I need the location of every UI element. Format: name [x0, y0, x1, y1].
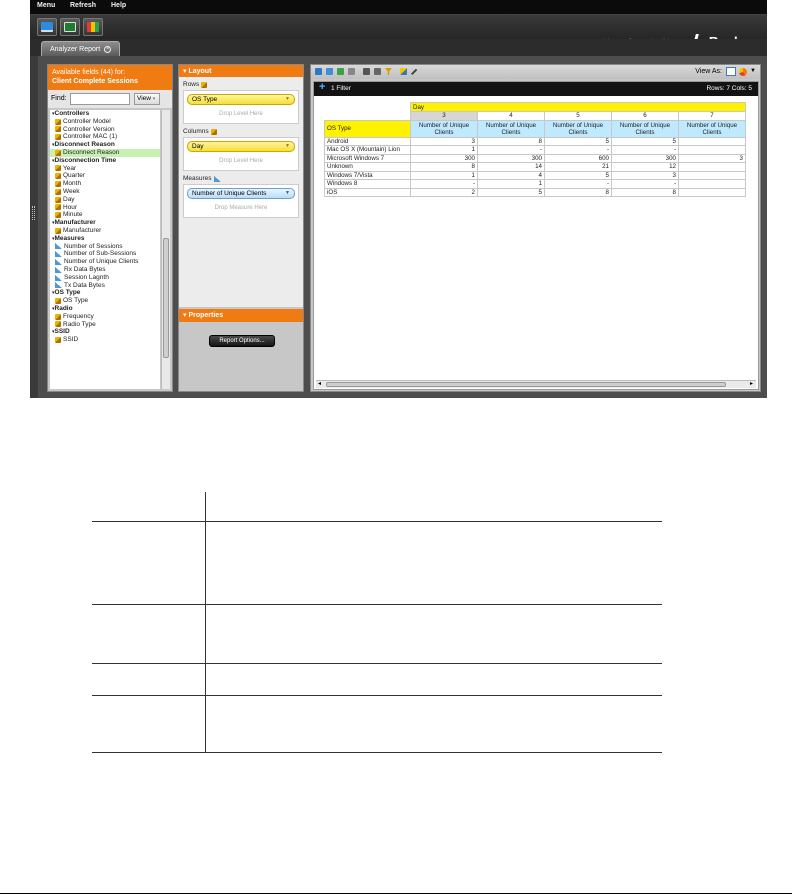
- field-item[interactable]: [50, 297, 160, 305]
- measures-section-label: [179, 171, 303, 184]
- column-divider: [205, 522, 206, 604]
- scrollbar-thumb[interactable]: [163, 238, 169, 358]
- day-column-header[interactable]: 6: [612, 112, 679, 121]
- filter-count[interactable]: 1 Filter: [331, 85, 351, 92]
- field-label: Manufacturer: [63, 226, 102, 234]
- field-label: Frequency: [63, 312, 94, 320]
- column-divider: [205, 605, 206, 663]
- chevron-down-icon[interactable]: ▼: [285, 190, 290, 196]
- rows-section-label: [179, 77, 303, 90]
- field-label: Radio: [54, 304, 73, 312]
- field-label: Tx Data Bytes: [64, 281, 105, 289]
- doc-table-row: [92, 522, 662, 605]
- dimension-icon: [55, 126, 61, 132]
- measure-icon: [55, 267, 62, 273]
- row-label-cell[interactable]: Android: [325, 137, 411, 146]
- redo-icon[interactable]: [348, 68, 355, 75]
- measure-column-header[interactable]: Number of Unique Clients: [478, 120, 545, 137]
- field-category[interactable]: [50, 219, 160, 227]
- field-label: Disconnect Reason: [63, 148, 120, 156]
- filter-bar[interactable]: [314, 82, 758, 96]
- menu-bar: [30, 0, 767, 14]
- field-tree: [50, 110, 160, 389]
- value-cell: -: [411, 180, 478, 189]
- day-column-header[interactable]: 5: [545, 112, 612, 121]
- layout-body: [179, 77, 303, 307]
- measure-icon: [55, 259, 62, 265]
- fields-source-label: Client Complete Sessions: [52, 78, 138, 85]
- field-label: Number of Sub-Sessions: [64, 250, 137, 258]
- measures-drop-hint: Drop Measure Here: [214, 205, 268, 211]
- pill-label: Number of Unique Clients: [192, 190, 267, 197]
- value-cell: -: [478, 146, 545, 155]
- column-divider: [205, 664, 206, 695]
- value-cell: 300: [411, 154, 478, 163]
- row-label-cell[interactable]: Unknown: [325, 163, 411, 172]
- field-item[interactable]: [50, 180, 160, 188]
- field-item[interactable]: [50, 250, 160, 258]
- columns-drop-zone[interactable]: [183, 137, 299, 171]
- dimension-icon: [55, 314, 61, 320]
- field-label: Radio Type: [63, 320, 96, 328]
- column-divider: [205, 696, 206, 752]
- value-cell: [679, 171, 746, 180]
- find-input[interactable]: [70, 93, 130, 105]
- field-item[interactable]: [50, 274, 160, 282]
- columns-pill-day[interactable]: [187, 141, 295, 152]
- dimension-icon: [55, 321, 61, 327]
- chart-view-icon[interactable]: [739, 68, 747, 76]
- row-dimension-header[interactable]: OS Type: [325, 120, 411, 137]
- properties-header-label: Properties: [188, 312, 224, 319]
- field-label: Session Lagnth: [64, 273, 109, 281]
- rows-drop-hint: Drop Level Here: [219, 111, 263, 117]
- field-label: Month: [63, 180, 82, 188]
- field-label: Minute: [63, 211, 83, 219]
- field-item[interactable]: [50, 196, 160, 204]
- dimension-icon: [201, 82, 207, 88]
- field-label: Hour: [63, 203, 78, 211]
- doc-table-header-row: [92, 492, 662, 522]
- save-icon[interactable]: [315, 68, 322, 75]
- measure-icon: [55, 251, 62, 257]
- chevron-down-icon: ▾: [152, 96, 156, 102]
- value-cell: 1: [478, 180, 545, 189]
- menu-item-menu[interactable]: Menu: [37, 2, 56, 9]
- dimension-icon: [55, 298, 61, 304]
- main-toolbar: [30, 14, 767, 39]
- day-column-header[interactable]: 4: [478, 112, 545, 121]
- row-label-cell[interactable]: iOS: [325, 188, 411, 197]
- value-cell: -: [545, 146, 612, 155]
- field-item[interactable]: [50, 321, 160, 329]
- filter-icon[interactable]: [385, 68, 392, 75]
- find-row: [48, 90, 172, 108]
- view-dropdown[interactable]: [134, 93, 160, 105]
- value-cell: 8: [612, 188, 679, 197]
- measure-column-header[interactable]: Number of Unique Clients: [679, 120, 746, 137]
- left-splitter[interactable]: [30, 56, 38, 398]
- layout-panel: [178, 64, 304, 392]
- value-cell: 3: [411, 137, 478, 146]
- dimension-icon: [55, 150, 61, 156]
- field-item[interactable]: [50, 313, 160, 321]
- field-label: Measures: [54, 234, 85, 242]
- value-cell: 4: [478, 171, 545, 180]
- dimension-icon: [55, 212, 61, 218]
- table-row: [325, 180, 746, 189]
- pill-label: OS Type: [192, 96, 218, 103]
- value-cell: 14: [478, 163, 545, 172]
- row-label-cell[interactable]: Microsoft Windows 7: [325, 154, 411, 163]
- columns-section-label: [179, 124, 303, 137]
- value-cell: 1: [411, 171, 478, 180]
- dashboard-icon: [87, 22, 99, 32]
- field-label: Controller Model: [63, 117, 111, 125]
- value-cell: [679, 137, 746, 146]
- field-tree-scrollbar[interactable]: [161, 110, 170, 389]
- value-cell: 300: [612, 154, 679, 163]
- close-icon[interactable]: ×: [104, 46, 111, 53]
- report-options-button[interactable]: Report Options...: [209, 335, 275, 347]
- rows-label: Rows: [183, 81, 200, 88]
- report-icon: [64, 22, 76, 32]
- layout-header: ▾ Layout: [179, 65, 303, 77]
- field-label: Year: [63, 164, 77, 172]
- tab-strip: [30, 39, 767, 56]
- field-label: Disconnection Time: [54, 156, 117, 164]
- value-cell: 1: [411, 146, 478, 155]
- rows-icon[interactable]: [374, 68, 381, 75]
- value-cell: 5: [612, 137, 679, 146]
- field-category[interactable]: [50, 328, 160, 336]
- field-item[interactable]: [50, 282, 160, 290]
- menu-item-refresh[interactable]: Refresh: [70, 2, 97, 9]
- field-label: SSID: [54, 328, 70, 336]
- columns-label: Columns: [183, 128, 209, 135]
- dimension-icon: [55, 134, 61, 140]
- rows-cols-count: Rows: 7 Cols: 5: [706, 85, 752, 92]
- day-column-header[interactable]: 7: [679, 112, 746, 121]
- scrollbar-thumb[interactable]: [326, 382, 726, 387]
- value-cell: 12: [612, 163, 679, 172]
- tab-analyzer-report[interactable]: [41, 41, 120, 56]
- field-item[interactable]: [50, 133, 160, 141]
- field-category[interactable]: [50, 235, 160, 243]
- pivot-corner-cell: [325, 112, 411, 121]
- table-row: [325, 137, 746, 146]
- measures-drop-zone[interactable]: [183, 184, 299, 218]
- field-category[interactable]: [50, 110, 160, 118]
- field-category[interactable]: [50, 141, 160, 149]
- field-category[interactable]: [50, 157, 160, 165]
- field-label: OS Type: [63, 297, 89, 305]
- value-cell: 3: [679, 154, 746, 163]
- doc-table-row: [92, 664, 662, 696]
- row-label-cell[interactable]: Windows 7/Vista: [325, 171, 411, 180]
- dimension-icon: [55, 173, 61, 179]
- grid-view-icon[interactable]: [726, 67, 736, 76]
- fields-count-label: Available fields (44) for:: [52, 69, 126, 76]
- measure-column-header[interactable]: Number of Unique Clients: [545, 120, 612, 137]
- dimension-icon: [55, 165, 61, 171]
- grid-horizontal-scrollbar[interactable]: [316, 380, 756, 388]
- dashboard-button[interactable]: [83, 18, 103, 36]
- day-column-header[interactable]: 3: [411, 112, 478, 121]
- undo-icon[interactable]: [337, 68, 344, 75]
- grid-toolbar: [311, 65, 760, 79]
- edit-icon[interactable]: [326, 68, 333, 75]
- analyzer-app-window: [30, 0, 767, 398]
- wizard-icon[interactable]: [400, 68, 407, 75]
- field-label: Controller Version: [63, 125, 115, 133]
- field-label: Rx Data Bytes: [64, 265, 106, 273]
- measure-icon: [55, 243, 62, 249]
- grip-icon: [32, 206, 35, 220]
- dimension-icon: [55, 189, 61, 195]
- value-cell: 3: [612, 171, 679, 180]
- measure-column-header[interactable]: Number of Unique Clients: [612, 120, 679, 137]
- field-item[interactable]: [50, 266, 160, 274]
- properties-header[interactable]: ▾ Properties: [179, 309, 303, 322]
- available-fields-panel: [47, 64, 173, 392]
- layout-header-label: Layout: [188, 68, 212, 75]
- view-as-label: View As:: [695, 68, 722, 75]
- dimension-icon: [55, 228, 61, 234]
- dimension-icon: [55, 181, 61, 187]
- field-label: Controllers: [54, 110, 90, 117]
- field-item[interactable]: [50, 126, 160, 134]
- value-cell: -: [612, 146, 679, 155]
- table-row: [325, 146, 746, 155]
- find-label: Find:: [51, 95, 67, 102]
- field-item[interactable]: [50, 211, 160, 219]
- doc-table-row: [92, 605, 662, 664]
- measure-icon: [214, 176, 221, 182]
- measure-icon: [55, 275, 62, 281]
- menu-item-help[interactable]: Help: [111, 2, 127, 9]
- measures-pill-unique-clients[interactable]: [187, 188, 295, 199]
- field-label: Disconnect Reason: [54, 141, 115, 149]
- value-cell: 5: [545, 137, 612, 146]
- workspace: [30, 56, 767, 398]
- table-row: [325, 163, 746, 172]
- value-cell: 8: [478, 137, 545, 146]
- field-item[interactable]: [50, 336, 160, 344]
- columns-icon[interactable]: [363, 68, 370, 75]
- value-cell: -: [545, 180, 612, 189]
- measure-column-header[interactable]: Number of Unique Clients: [411, 120, 478, 137]
- field-label: Controller MAC (1): [63, 133, 118, 141]
- scroll-right-icon[interactable]: ▸: [749, 381, 753, 387]
- row-label-cell[interactable]: Windows 8: [325, 180, 411, 189]
- add-filter-icon[interactable]: +: [319, 81, 326, 93]
- field-label: Number of Unique Clients: [64, 258, 139, 266]
- dimension-icon: [55, 119, 61, 125]
- pill-label: Day: [192, 143, 204, 150]
- field-label: Day: [63, 195, 75, 203]
- value-cell: -: [612, 180, 679, 189]
- fields-header: [48, 65, 172, 90]
- report-grid-panel: [310, 64, 761, 392]
- dimension-icon: [55, 337, 61, 343]
- table-row: [325, 154, 746, 163]
- pivot-table: [324, 102, 746, 197]
- value-cell: 5: [545, 171, 612, 180]
- field-label: OS Type: [54, 289, 81, 297]
- value-cell: 2: [411, 188, 478, 197]
- field-item[interactable]: [50, 258, 160, 266]
- value-cell: [679, 163, 746, 172]
- pivot-grid-area: [313, 81, 759, 390]
- doc-table-row: [92, 696, 662, 753]
- field-item[interactable]: [50, 172, 160, 180]
- column-divider: [205, 492, 206, 521]
- report-button[interactable]: [60, 18, 80, 36]
- field-item[interactable]: [50, 149, 160, 157]
- monitor-icon: [41, 22, 53, 32]
- monitor-button[interactable]: [37, 18, 57, 36]
- tools-icon[interactable]: [411, 68, 418, 75]
- table-row: [325, 188, 746, 197]
- field-label: SSID: [63, 336, 79, 344]
- field-label: Manufacturer: [54, 219, 96, 227]
- column-dimension-header[interactable]: Day: [411, 103, 746, 112]
- chevron-down-icon[interactable]: ▼: [285, 96, 290, 102]
- value-cell: [679, 188, 746, 197]
- field-item[interactable]: [50, 243, 160, 251]
- field-item[interactable]: [50, 227, 160, 235]
- field-label: Number of Sessions: [64, 242, 123, 250]
- value-cell: [679, 180, 746, 189]
- tab-label: Analyzer Report: [50, 45, 101, 53]
- value-cell: 8: [411, 163, 478, 172]
- field-category[interactable]: [50, 305, 160, 313]
- table-row: [325, 171, 746, 180]
- field-item[interactable]: [50, 204, 160, 212]
- measure-icon: [55, 282, 62, 288]
- chevron-down-icon[interactable]: ▼: [750, 68, 756, 74]
- value-cell: 21: [545, 163, 612, 172]
- field-category[interactable]: [50, 289, 160, 297]
- row-label-cell[interactable]: Mac OS X (Mountain) Lion: [325, 146, 411, 155]
- view-label: View: [137, 95, 151, 102]
- pivot-corner-cell: [325, 103, 411, 112]
- dimension-icon: [55, 197, 61, 203]
- columns-drop-hint: Drop Level Here: [219, 158, 263, 164]
- field-label: Week: [63, 187, 80, 195]
- field-item[interactable]: [50, 118, 160, 126]
- dimension-icon: [55, 204, 61, 210]
- doc-table: [92, 492, 662, 753]
- chevron-down-icon[interactable]: ▼: [285, 143, 290, 149]
- dimension-icon: [211, 129, 217, 135]
- field-item[interactable]: [50, 188, 160, 196]
- value-cell: 8: [545, 188, 612, 197]
- scroll-left-icon[interactable]: ◂: [318, 381, 322, 387]
- field-label: Quarter: [63, 172, 86, 180]
- value-cell: 5: [478, 188, 545, 197]
- value-cell: 600: [545, 154, 612, 163]
- measures-label: Measures: [183, 175, 212, 182]
- value-cell: [679, 146, 746, 155]
- field-item[interactable]: [50, 165, 160, 173]
- value-cell: 300: [478, 154, 545, 163]
- rows-pill-os-type[interactable]: [187, 94, 295, 105]
- rows-drop-zone[interactable]: [183, 90, 299, 124]
